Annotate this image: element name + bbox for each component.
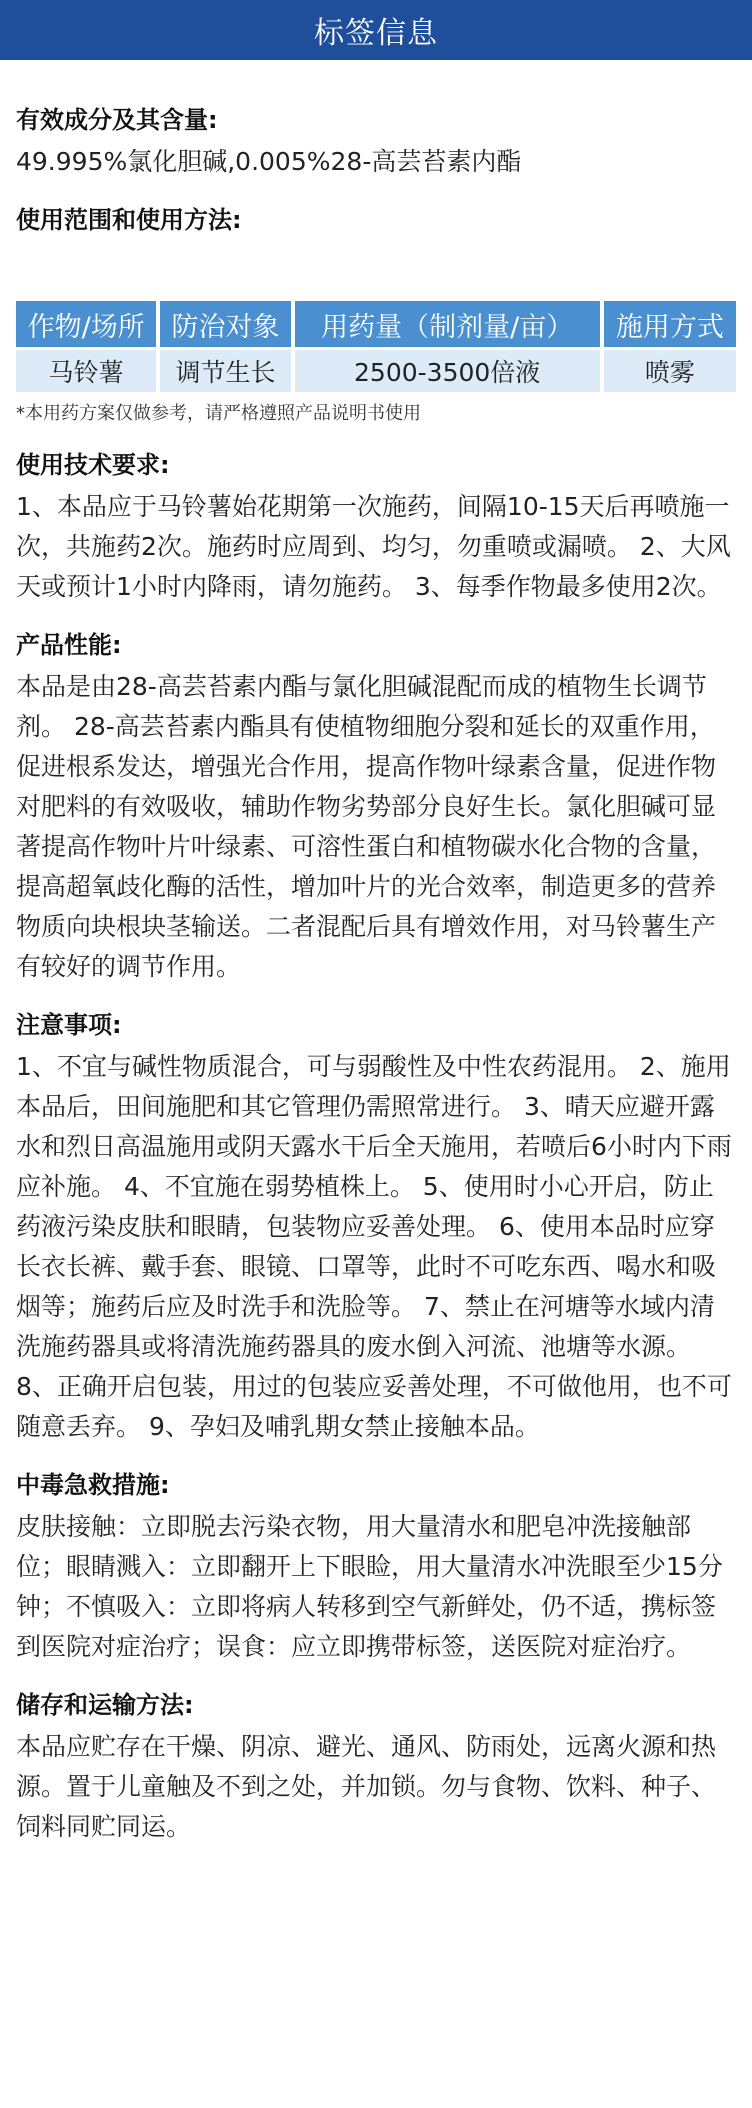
dose-table-header: 用药量（制剂量/亩）	[295, 301, 600, 347]
dose-table-cell: 马铃薯	[16, 350, 156, 392]
tech-requirements-title: 使用技术要求:	[16, 451, 170, 479]
first-aid-section	[16, 1467, 736, 1667]
table-row	[16, 350, 736, 392]
dose-table	[12, 298, 740, 395]
header-bar	[0, 0, 752, 60]
dose-table-cell: 调节生长	[160, 350, 290, 392]
tech-requirements-section	[16, 447, 736, 607]
storage-text: 本品应贮存在干燥、阴凉、避光、通风、防雨处，远离火源和热源。置于儿童触及不到之处，并加锁。勿与食物、饮料、种子、饲料同贮同运。	[16, 1732, 717, 1841]
first-aid-text: 皮肤接触：立即脱去污染衣物，用大量清水和肥皂冲洗接触部位；眼睛溅入：立即翻开上下眼睑，用大量清水冲洗眼至少15分钟；不慎吸入：立即将病人转移到空气新鲜处，仍不适，携标签到医院对症治疗；误食：应立即携带标签，送医院对症治疗。	[16, 1512, 723, 1661]
dose-note: *本用药方案仅做参考，请严格遵照产品说明书使用	[16, 403, 421, 424]
precautions-text: 1、不宜与碱性物质混合，可与弱酸性及中性农药混用。 2、施用本品后，田间施肥和其它管理仍需照常进行。 3、晴天应避开露水和烈日高温施用或阴天露水干后全天施用，若喷后6小时内下雨应补施。 4、不宜施在弱势植株上。 5、使用时小心开启，防止药液污染皮肤和眼睛，包装物应妥善处理。 6、使用本品时应穿长衣长裤、戴手套、眼镜、口罩等，此时不可吃东西、喝水和吸烟等；施药后应及时洗手和洗脸等。 7、禁止在河塘等水域内清洗施药器具或将清洗施药器具的废水倒入河流、池塘等水源。 8、正确开启包装，用过的包装应妥善处理，不可做他用，也不可随意丢弃。 9、孕妇及哺乳期女禁止接触本品。	[16, 1052, 732, 1441]
storage-title: 储存和运输方法:	[16, 1691, 194, 1719]
performance-title: 产品性能:	[16, 631, 122, 659]
ingredients-section	[16, 102, 736, 182]
usage-scope-section	[16, 202, 736, 238]
performance-section	[16, 627, 736, 987]
page-title: 标签信息	[314, 16, 438, 51]
dose-table-header: 防治对象	[160, 301, 290, 347]
dose-table-cell: 2500-3500倍液	[295, 350, 600, 392]
dose-table-cell: 喷雾	[604, 350, 736, 392]
precautions-title: 注意事项:	[16, 1011, 122, 1039]
tech-requirements-text: 1、本品应于马铃薯始花期第一次施药，间隔10-15天后再喷施一次，共施药2次。施药时应周到、均匀，勿重喷或漏喷。 2、大风天或预计1小时内降雨，请勿施药。 3、每季作物最多使用2次。	[16, 492, 731, 601]
precautions-section	[16, 1007, 736, 1447]
dose-table-header-row	[16, 301, 736, 347]
dose-table-header: 作物/场所	[16, 301, 156, 347]
usage-scope-title: 使用范围和使用方法:	[16, 206, 242, 234]
first-aid-title: 中毒急救措施:	[16, 1471, 170, 1499]
ingredients-text: 49.995%氯化胆碱,0.005%28-高芸苔素内酯	[16, 147, 522, 176]
label-content	[0, 102, 752, 1847]
dose-table-header: 施用方式	[604, 301, 736, 347]
performance-text: 本品是由28-高芸苔素内酯与氯化胆碱混配而成的植物生长调节剂。 28-高芸苔素内酯具有使植物细胞分裂和延长的双重作用，促进根系发达，增强光合作用，提高作物叶绿素含量，促进作物对肥料的有效吸收，辅助作物劣势部分良好生长。氯化胆碱可显著提高作物叶片叶绿素、可溶性蛋白和植物碳水化合物的含量，提高超氧歧化酶的活性，增加叶片的光合效率，制造更多的营养物质向块根块茎输送。二者混配后具有增效作用，对马铃薯生产有较好的调节作用。	[16, 672, 717, 981]
ingredients-title: 有效成分及其含量:	[16, 106, 218, 134]
storage-section	[16, 1687, 736, 1847]
